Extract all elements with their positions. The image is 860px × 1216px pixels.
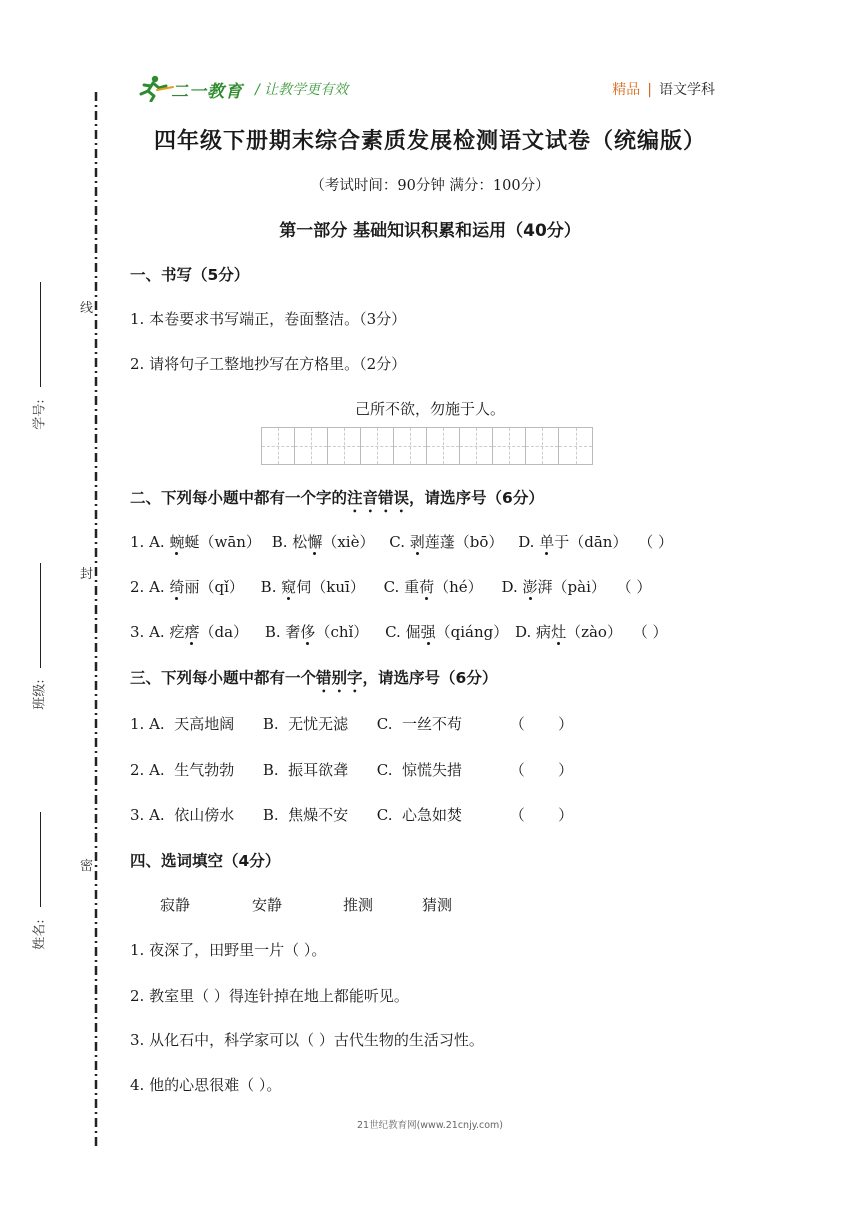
dotted-char: 蜿 <box>169 533 185 551</box>
slogan: / 让教学更有效 <box>255 82 349 98</box>
option-text: 疙 <box>169 623 185 641</box>
option-letter: B. <box>260 578 277 596</box>
option-text: 蜒（wān） <box>184 533 261 551</box>
subject-badge <box>612 79 715 99</box>
copy-sentence: 己所不欲，勿施于人。 <box>354 400 505 418</box>
option-text: 松 <box>292 533 308 551</box>
dotted-char: 澎 <box>522 578 538 596</box>
option-text: 病 <box>536 623 552 641</box>
page-header <box>135 74 715 104</box>
name-line[interactable] <box>40 812 41 907</box>
option-text: （zào） <box>566 623 622 641</box>
word-option: 安静 <box>252 896 283 914</box>
option-letter: B. <box>264 623 281 641</box>
grid-cell[interactable] <box>559 428 592 464</box>
class-label: 班级: <box>32 679 48 710</box>
badge-separator: | <box>647 82 652 98</box>
section4-item-4: 4. 他的心思很难（ ）。 <box>130 1076 282 1094</box>
row-label: 1. A. <box>130 533 165 551</box>
char: （hé） <box>434 578 483 596</box>
binding-mark-mi: 密 <box>80 855 93 874</box>
dotted-char: 灶 <box>551 623 567 641</box>
option-text: 湃（pài） <box>537 578 606 596</box>
option-text <box>404 578 483 596</box>
dotted-char: 荷 <box>419 578 435 596</box>
option-text: 奢 <box>285 623 301 641</box>
grid-cell[interactable] <box>427 428 460 464</box>
section4-item-2: 2. 教室里（ ）得连针掉在地上都能听见。 <box>130 987 409 1005</box>
class-line[interactable] <box>40 563 41 668</box>
section2-row-3 <box>130 621 668 642</box>
option-text: （qiáng） <box>435 623 509 641</box>
section1-q2: 2. 请将句子工整地抄写在方格里。（2分） <box>130 355 407 373</box>
grid-cell[interactable] <box>493 428 526 464</box>
grid-cell[interactable] <box>328 428 361 464</box>
student-id-line[interactable] <box>40 282 41 387</box>
heading-part: ，请选序号（6分） <box>362 669 498 687</box>
dotted-char: 强 <box>420 623 436 641</box>
binding-dash-line <box>93 92 99 1147</box>
row-label: 3. A. <box>130 623 165 641</box>
section3-row-3: 3. A. 依山傍水 B. 焦燥不安 C. 心急如焚 （ ） <box>130 806 574 824</box>
exam-info: （考试时间：90分钟 满分：100分） <box>310 178 550 194</box>
section2-row-2 <box>130 576 651 597</box>
answer-blank[interactable]: （ ） <box>638 533 674 551</box>
section3-heading <box>130 666 497 696</box>
section3-row-1: 1. A. 天高地阔 B. 无忧无滤 C. 一丝不苟 （ ） <box>130 715 574 733</box>
section4-item-3: 3. 从化石中，科学家可以（ ）古代生物的生活习性。 <box>130 1031 484 1049</box>
subject-label: 语文学科 <box>659 82 715 98</box>
section4-heading: 四、选词填空（4分） <box>130 852 281 870</box>
dotted-char: 窥 <box>281 578 297 596</box>
grid-cell[interactable] <box>361 428 394 464</box>
grid-cell[interactable] <box>460 428 493 464</box>
student-id-label: 学号: <box>32 399 48 430</box>
heading-emphasis: 错别字 <box>316 669 363 687</box>
answer-blank[interactable]: （ ） <box>616 578 652 596</box>
heading-part: 二、下列每小题中都有一个字的 <box>130 489 348 507</box>
option-letter: D. <box>518 533 535 551</box>
grid-cell[interactable] <box>394 428 427 464</box>
footer-source: 21世纪教育网(www.21cnjy.com) <box>356 1120 503 1131</box>
word-option: 猜测 <box>422 896 453 914</box>
heading-part: 三、下列每小题中都有一个 <box>130 669 317 687</box>
logo-text: 二一教育 <box>171 82 243 102</box>
answer-blank[interactable]: （ ） <box>632 623 668 641</box>
section1-q1: 1. 本卷要求书写端正，卷面整洁。（3分） <box>130 310 407 328</box>
row-label: 2. A. <box>130 578 165 596</box>
option-text: （chǐ） <box>315 623 369 641</box>
option-letter: D. <box>515 623 532 641</box>
grid-cell[interactable] <box>295 428 328 464</box>
grid-cell[interactable] <box>262 428 295 464</box>
heading-emphasis: 注音错误 <box>347 489 410 507</box>
dotted-char: 单 <box>539 533 555 551</box>
quality-label: 精品 <box>612 82 641 98</box>
option-letter: C. <box>385 623 401 641</box>
option-letter: C. <box>389 533 405 551</box>
heading-part: ，请选序号（6分） <box>409 489 544 507</box>
section1-heading: 一、书写（5分） <box>130 266 250 284</box>
dotted-char: 懈 <box>307 533 323 551</box>
section2-row-1 <box>130 531 673 552</box>
option-text: （da） <box>199 623 249 641</box>
option-letter: D. <box>501 578 518 596</box>
section2-heading <box>130 486 544 516</box>
runner-logo-icon <box>135 74 175 102</box>
dotted-char: 绮 <box>169 578 185 596</box>
option-text: 于（dān） <box>554 533 628 551</box>
option-text: （xiè） <box>322 533 375 551</box>
option-text: 伺（kuī） <box>296 578 365 596</box>
section3-row-2: 2. A. 生气勃勃 B. 振耳欲聋 C. 惊慌失措 （ ） <box>130 761 574 779</box>
option-text: 丽（qǐ） <box>184 578 244 596</box>
option-letter: C. <box>383 578 400 596</box>
dotted-char: 瘩 <box>184 623 200 641</box>
word-option: 推测 <box>343 896 374 914</box>
page-title: 四年级下册期末综合素质发展检测语文试卷（统编版） <box>153 128 706 154</box>
dotted-char: 侈 <box>300 623 316 641</box>
option-letter: B. <box>271 533 288 551</box>
binding-mark-feng: 封 <box>80 563 93 582</box>
char: 重 <box>404 578 420 596</box>
section4-item-1: 1. 夜深了，田野里一片（ ）。 <box>130 941 327 959</box>
word-option: 寂静 <box>160 896 191 914</box>
name-label: 姓名: <box>32 919 48 950</box>
grid-cell[interactable] <box>526 428 559 464</box>
part-title: 第一部分 基础知识积累和运用（40分） <box>279 221 581 241</box>
option-text: 倔 <box>405 623 421 641</box>
binding-mark-xian: 线 <box>80 297 93 316</box>
dotted-char: 剥 <box>409 533 425 551</box>
option-text: 莲蓬（bō） <box>424 533 504 551</box>
writing-grid[interactable] <box>261 427 593 465</box>
